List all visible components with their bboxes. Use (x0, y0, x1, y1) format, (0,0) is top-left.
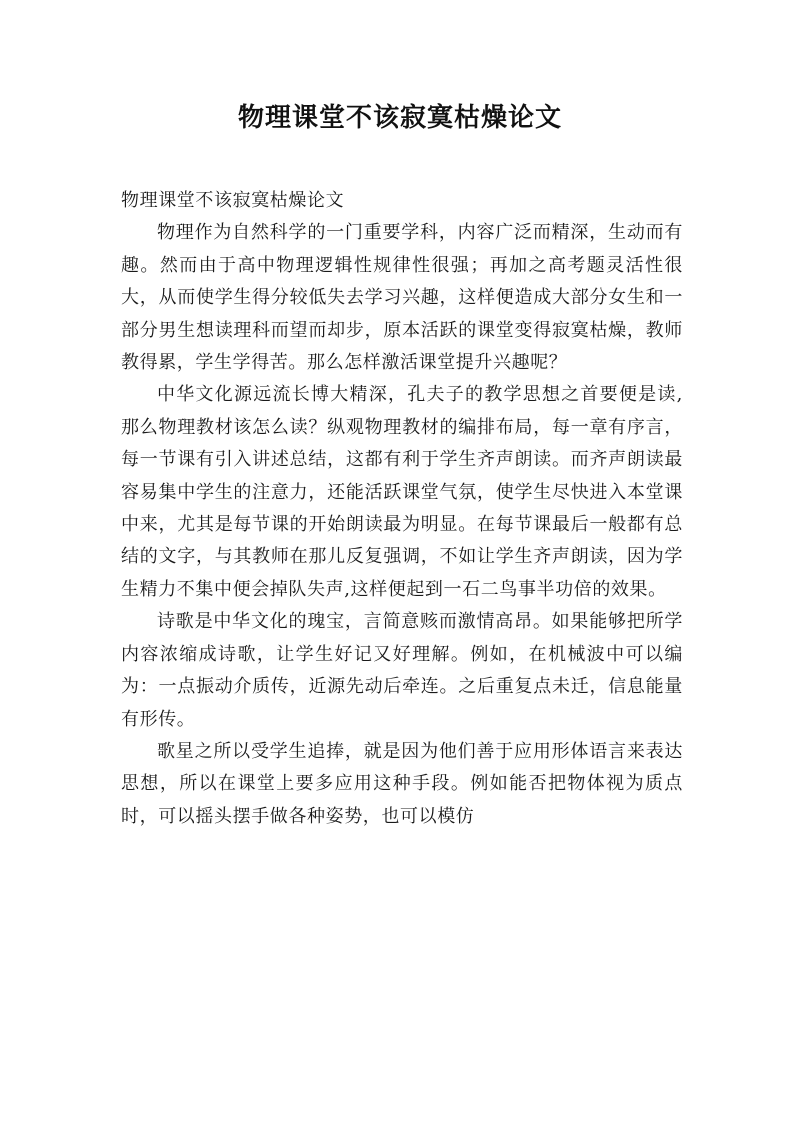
paragraph-body-language: 歌星之所以受学生追捧，就是因为他们善于应用形体语言来表达思想，所以在课堂上要多应用这种手段。例如能否把物体视为质点时，可以摇头摆手做各种姿势，也可以模仿 (121, 740, 683, 827)
paragraph-intro: 物理作为自然科学的一门重要学科，内容广泛而精深，生动而有趣。然而由于高中物理逻辑性规律性很强；再加之高考题灵活性很大，从而使学生得分较低失去学习兴趣，这样便造成大部分女生和一部分男生想读理科而望而却步，原本活跃的课堂变得寂寞枯燥，教师教得累，学生学得苦。那么怎样激活课堂提升兴趣呢？ (121, 222, 683, 374)
document-title: 物理课堂不该寂寞枯燥论文 (237, 103, 562, 133)
paragraph-poetry: 诗歌是中华文化的瑰宝，言简意赅而激情高昂。如果能够把所学内容浓缩成诗歌，让学生好记又好理解。例如，在机械波中可以编为：一点振动介质传，近源先动后牵连。之后重复点未迁，信息能量有形传。 (121, 611, 683, 730)
document-subtitle: 物理课堂不该寂寞枯燥论文 (121, 190, 345, 211)
paragraph-reading: 中华文化源远流长博大精深，孔夫子的教学思想之首要便是读,那么物理教材该怎么读？纵观物理教材的编排布局，每一章有序言，每一节课有引入讲述总结，这都有利于学生齐声朗读。而齐声朗读最容易集中学生的注意力，还能活跃课堂气氛，使学生尽快进入本堂课中来，尤其是每节课的开始朗读最为明显。在每节课最后一般都有总结的文字，与其教师在那儿反复强调，不如让学生齐声朗读，因为学生精力不集中便会掉队失声,这样便起到一石二鸟事半功倍的效果。 (121, 384, 683, 600)
document-body (121, 185, 683, 833)
